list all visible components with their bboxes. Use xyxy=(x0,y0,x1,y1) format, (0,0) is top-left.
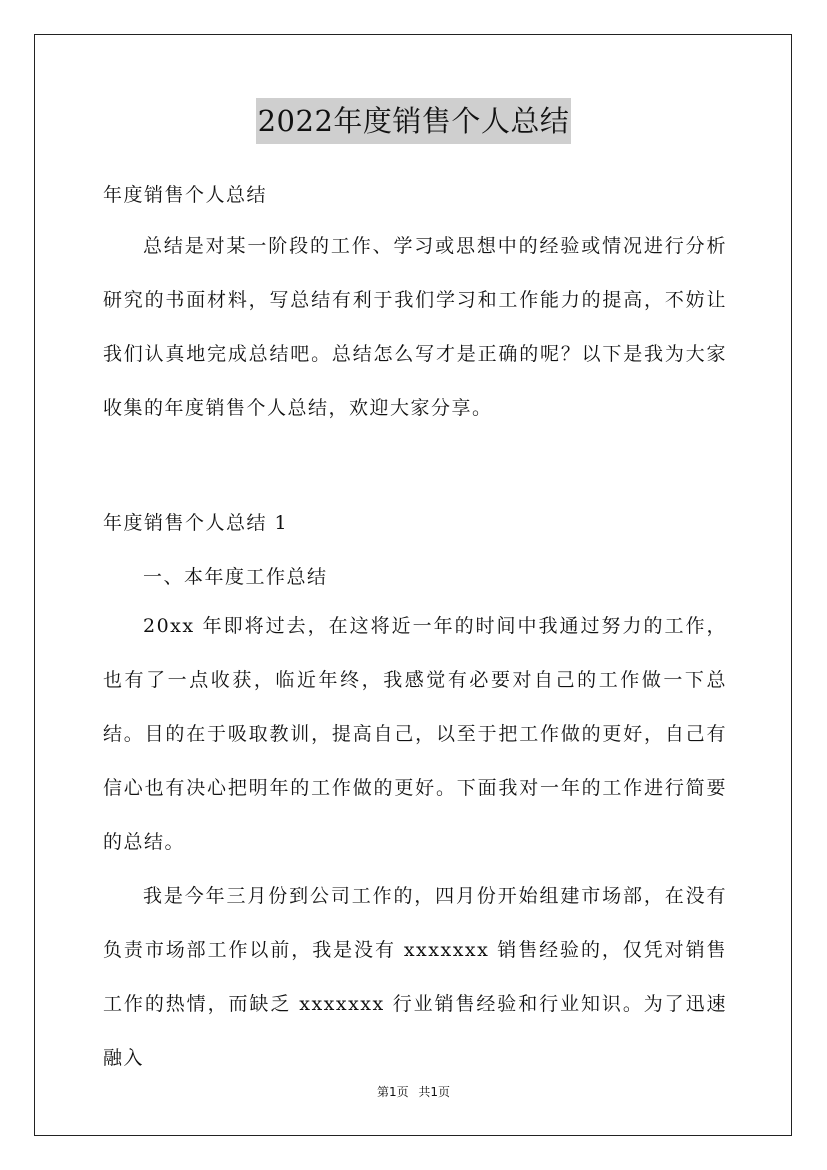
page-footer xyxy=(0,1083,827,1100)
paragraph-2: 我是今年三月份到公司工作的，四月份开始组建市场部，在没有负责市场部工作以前，我是没有 xxxxxxx 销售经验的，仅凭对销售工作的热情，而缺乏 xxxxxxx 行业销售经验和行业知识。为了迅速融入 xyxy=(103,885,727,1069)
intro-paragraph: 总结是对某一阶段的工作、学习或思想中的经验或情况进行分析研究的书面材料，写总结有利于我们学习和工作能力的提高，不妨让我们认真地完成总结吧。总结怎么写才是正确的呢？以下是我为大家收集的年度销售个人总结，欢迎大家分享。 xyxy=(103,235,727,419)
document-subtitle: 年度销售个人总结 xyxy=(103,184,268,206)
section-heading: 年度销售个人总结 1 xyxy=(103,512,289,534)
page-number: 第1页 xyxy=(376,1085,409,1099)
paragraph-1: 20xx 年即将过去，在这将近一年的时间中我通过努力的工作，也有了一点收获，临近年终，我感觉有必要对自己的工作做一下总结。目的在于吸取教训，提高自己，以至于把工作做的更好，自己有信心也有决心把明年的工作做的更好。下面我对一年的工作进行简要的总结。 xyxy=(103,615,727,853)
document-title: 2022年度销售个人总结 xyxy=(256,98,572,144)
sub-heading: 一、本年度工作总结 xyxy=(143,566,328,588)
page-total: 共1页 xyxy=(418,1085,451,1099)
title-container xyxy=(0,98,827,144)
